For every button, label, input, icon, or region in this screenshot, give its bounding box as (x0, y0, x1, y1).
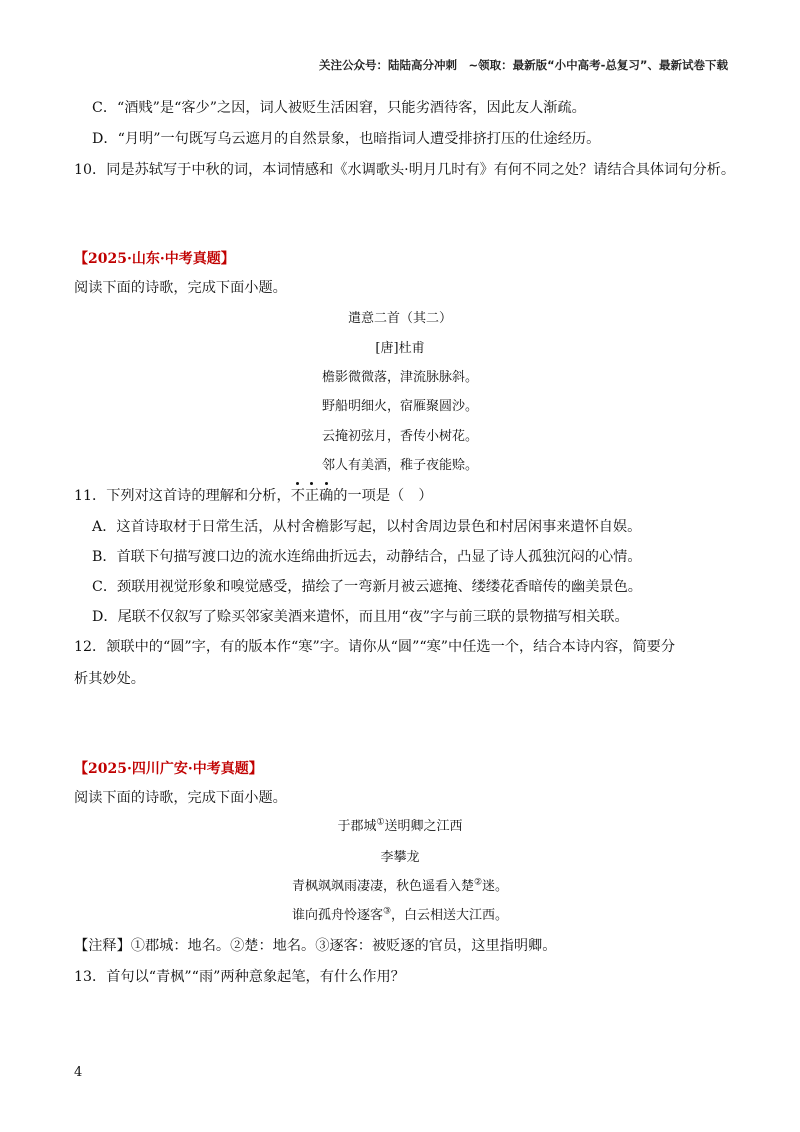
poem-line (0, 907, 800, 925)
question-13: 13．首句以“青枫”“雨”两种意象起笔，有什么作用？ (74, 969, 405, 985)
poem-text: ，白云相送大江西。 (391, 908, 509, 923)
poem-title: 遣意二首（其二） (347, 311, 452, 326)
question-11-prefix: 11．下列对这首诗的理解和分析， (74, 488, 291, 504)
annotation-note: 【注释】①郡城：地名。②楚：地名。③逐客：被贬逐的官员，这里指明卿。 (74, 938, 557, 954)
reading-intro: 阅读下面的诗歌，完成下面小题。 (74, 790, 287, 806)
footnote-ref: ② (473, 877, 483, 888)
poem-title-part: 送明卿之江西 (384, 819, 463, 834)
page-number: 4 (74, 1065, 83, 1080)
option-c: C．颈联用视觉形象和嗅觉感受，描绘了一弯新月被云遮掩、缕缕花香暗传的幽美景色。 (92, 579, 642, 595)
source-tag-sichuan: 【2025·四川广安·中考真题】 (74, 761, 263, 777)
emphasis-char: 确 (319, 488, 334, 504)
poem-author: [唐]杜甫 (375, 341, 425, 356)
poem-title-part: 于郡城 (337, 819, 377, 834)
reading-intro: 阅读下面的诗歌，完成下面小题。 (74, 280, 287, 296)
poem-line: 檐影微微落，津流脉脉斜。 (321, 370, 478, 385)
poem-text: 谁向孤舟怜逐客 (291, 908, 383, 923)
poem-line (0, 878, 800, 896)
emphasis-char: 正 (304, 488, 320, 504)
page-header: 关注公众号：陆陆高分冲刺 ~领取：最新版“小中高考-总复习”、最新试卷下载 (318, 58, 728, 72)
emphasis-char: 不 (290, 488, 305, 504)
option-d: D．“月明”一句既写乌云遮月的自然景象，也暗指词人遭受排挤打压的仕途经历。 (92, 131, 601, 147)
question-12-cont: 析其妙处。 (74, 671, 145, 687)
poem-line: 野船明细火，宿雁聚圆沙。 (321, 399, 478, 414)
option-b: B．首联下句描写渡口边的流水连绵曲折远去，动静结合，凸显了诗人孤独沉闷的心情。 (92, 549, 642, 565)
poem-line: 云掩初弦月，香传小树花。 (321, 429, 478, 444)
source-tag-shandong: 【2025·山东·中考真题】 (74, 251, 235, 267)
poem-line: 邻人有美酒，稚子夜能赊。 (321, 458, 478, 473)
question-12: 12．颔联中的“圆”字，有的版本作“寒”字。请你从“圆”“寒”中任选一个，结合本诗内容，简要分 (74, 639, 676, 655)
option-a: A．这首诗取材于日常生活，从村舍檐影写起，以村舍周边景色和村居闲事来遣怀自娱。 (92, 519, 642, 535)
poem-author: 李攀龙 (380, 850, 420, 865)
question-11-suffix: 的一项是（ ） (333, 488, 433, 504)
question-10: 10．同是苏轼写于中秋的词，本词情感和《水调歌头·明月几时有》有何不同之处？请结合具体词句分析。 (74, 162, 736, 178)
poem-title (0, 818, 800, 836)
poem-text: 迷。 (482, 879, 509, 894)
question-11 (74, 486, 433, 506)
footnote-ref: ① (376, 817, 385, 828)
poem-text: 青枫飒飒雨凄凄，秋色遥看入楚 (291, 879, 474, 894)
footnote-ref: ③ (382, 906, 392, 917)
option-c: C．“酒贱”是“客少”之因，词人被贬生活困窘，只能劣酒待客，因此友人渐疏。 (92, 100, 586, 116)
option-d: D．尾联不仅叙写了赊买邻家美酒来遣怀，而且用“夜”字与前三联的景物描写相关联。 (92, 609, 629, 625)
